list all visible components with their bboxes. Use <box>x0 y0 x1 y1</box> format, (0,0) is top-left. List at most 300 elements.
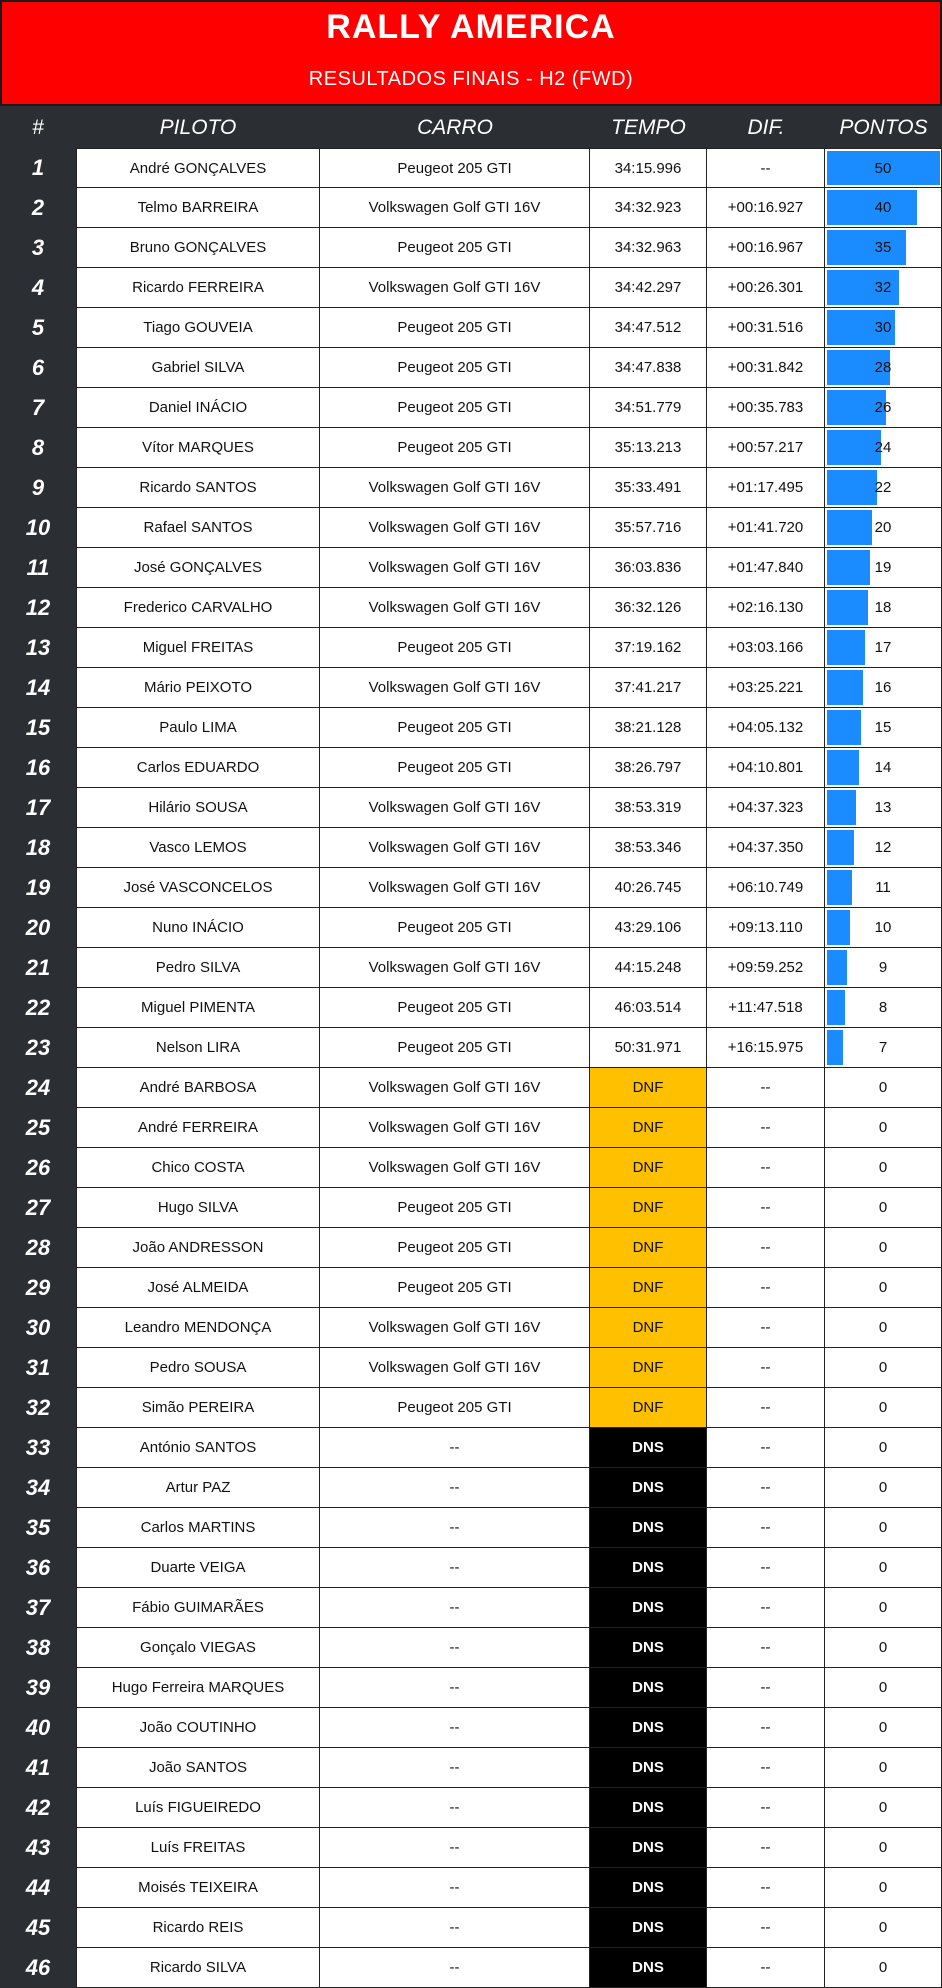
points-cell <box>825 1108 942 1148</box>
time-difference: +04:37.350 <box>707 828 825 868</box>
points-value: 13 <box>874 799 892 816</box>
points-value: 28 <box>874 359 892 376</box>
race-time: DNS <box>590 1788 707 1828</box>
points-value: 15 <box>874 719 892 736</box>
points-value: 0 <box>878 1759 888 1776</box>
car-name: Peugeot 205 GTI <box>320 348 590 388</box>
time-difference: +04:37.323 <box>707 788 825 828</box>
time-difference: -- <box>707 1668 825 1708</box>
time-difference: +00:31.516 <box>707 308 825 348</box>
table-row <box>0 1268 942 1308</box>
driver-name: José GONÇALVES <box>76 548 320 588</box>
driver-name: Ricardo FERREIRA <box>76 268 320 308</box>
title-banner <box>0 0 942 106</box>
race-time: 34:15.996 <box>590 148 707 188</box>
table-row <box>0 1828 942 1868</box>
race-time: 34:47.838 <box>590 348 707 388</box>
driver-name: Paulo LIMA <box>76 708 320 748</box>
position-number: 39 <box>25 1675 51 1700</box>
points-cell <box>825 668 942 708</box>
position-number: 23 <box>25 1035 51 1060</box>
points-cell <box>825 748 942 788</box>
position-number: 30 <box>25 1315 51 1340</box>
driver-name: Pedro SILVA <box>76 948 320 988</box>
race-time: 37:19.162 <box>590 628 707 668</box>
time-difference: -- <box>707 1548 825 1588</box>
race-time: DNF <box>590 1068 707 1108</box>
car-name: -- <box>320 1668 590 1708</box>
table-row <box>0 308 942 348</box>
race-time: 34:42.297 <box>590 268 707 308</box>
points-value: 0 <box>878 1799 888 1816</box>
points-value: 12 <box>874 839 892 856</box>
car-name: Volkswagen Golf GTI 16V <box>320 668 590 708</box>
position-number: 26 <box>25 1155 51 1180</box>
table-row <box>0 1908 942 1948</box>
driver-name: Daniel INÁCIO <box>76 388 320 428</box>
page-subtitle: RESULTADOS FINAIS - H2 (FWD) <box>308 68 634 90</box>
driver-name: Artur PAZ <box>76 1468 320 1508</box>
table-row <box>0 628 942 668</box>
car-name: Peugeot 205 GTI <box>320 1268 590 1308</box>
points-cell <box>825 388 942 428</box>
table-row <box>0 1388 942 1428</box>
race-time: DNS <box>590 1828 707 1868</box>
position-number: 15 <box>25 715 51 740</box>
points-value: 0 <box>878 1559 888 1576</box>
table-row <box>0 508 942 548</box>
position-number: 16 <box>25 755 51 780</box>
table-row <box>0 228 942 268</box>
table-row <box>0 428 942 468</box>
table-row <box>0 1108 942 1148</box>
race-time: 46:03.514 <box>590 988 707 1028</box>
position-number: 41 <box>25 1755 51 1780</box>
table-row <box>0 1068 942 1108</box>
time-difference: -- <box>707 1948 825 1988</box>
points-value: 0 <box>878 1319 888 1336</box>
race-time: 34:51.779 <box>590 388 707 428</box>
time-difference: -- <box>707 1228 825 1268</box>
table-row <box>0 468 942 508</box>
car-name: Peugeot 205 GTI <box>320 628 590 668</box>
driver-name: Tiago GOUVEIA <box>76 308 320 348</box>
position-number: 36 <box>25 1555 51 1580</box>
table-row <box>0 1428 942 1468</box>
points-value: 9 <box>878 959 888 976</box>
race-time: DNS <box>590 1748 707 1788</box>
table-row <box>0 268 942 308</box>
driver-name: Gabriel SILVA <box>76 348 320 388</box>
time-difference: -- <box>707 1108 825 1148</box>
driver-name: Hugo SILVA <box>76 1188 320 1228</box>
position-number: 21 <box>25 955 51 980</box>
table-row <box>0 1468 942 1508</box>
points-value: 0 <box>878 1159 888 1176</box>
points-cell <box>825 1548 942 1588</box>
points-cell <box>825 268 942 308</box>
header-diff: DIF. <box>747 116 785 139</box>
table-row <box>0 948 942 988</box>
points-cell <box>825 1508 942 1548</box>
driver-name: Carlos MARTINS <box>76 1508 320 1548</box>
position-number: 38 <box>25 1635 51 1660</box>
driver-name: Luís FIGUEIREDO <box>76 1788 320 1828</box>
table-row <box>0 1948 942 1988</box>
position-number: 12 <box>25 595 51 620</box>
points-cell <box>825 1188 942 1228</box>
position-number: 42 <box>25 1795 51 1820</box>
table-row <box>0 1788 942 1828</box>
points-cell <box>825 588 942 628</box>
time-difference: -- <box>707 1308 825 1348</box>
points-cell <box>825 988 942 1028</box>
points-value: 16 <box>874 679 892 696</box>
time-difference: +11:47.518 <box>707 988 825 1028</box>
position-number: 45 <box>25 1915 51 1940</box>
table-row <box>0 1188 942 1228</box>
driver-name: Ricardo REIS <box>76 1908 320 1948</box>
race-time: 36:32.126 <box>590 588 707 628</box>
time-difference: -- <box>707 1148 825 1188</box>
points-cell <box>825 868 942 908</box>
header-position: # <box>32 116 44 139</box>
time-difference: +00:31.842 <box>707 348 825 388</box>
time-difference: -- <box>707 1828 825 1868</box>
position-number: 3 <box>31 235 45 260</box>
time-difference: +03:03.166 <box>707 628 825 668</box>
driver-name: Rafael SANTOS <box>76 508 320 548</box>
points-cell <box>825 508 942 548</box>
points-value: 8 <box>878 999 888 1016</box>
time-difference: +04:10.801 <box>707 748 825 788</box>
car-name: Volkswagen Golf GTI 16V <box>320 948 590 988</box>
driver-name: André GONÇALVES <box>76 148 320 188</box>
points-cell <box>825 1428 942 1468</box>
points-cell <box>825 308 942 348</box>
points-value: 10 <box>874 919 892 936</box>
car-name: Peugeot 205 GTI <box>320 1228 590 1268</box>
race-time: 37:41.217 <box>590 668 707 708</box>
table-row <box>0 1148 942 1188</box>
points-cell <box>825 708 942 748</box>
points-value: 24 <box>874 439 892 456</box>
points-value: 32 <box>874 279 892 296</box>
driver-name: Miguel PIMENTA <box>76 988 320 1028</box>
position-number: 11 <box>26 555 50 580</box>
car-name: Volkswagen Golf GTI 16V <box>320 588 590 628</box>
race-time: 44:15.248 <box>590 948 707 988</box>
car-name: Volkswagen Golf GTI 16V <box>320 508 590 548</box>
race-time: 38:53.346 <box>590 828 707 868</box>
race-time: DNS <box>590 1908 707 1948</box>
race-time: DNF <box>590 1188 707 1228</box>
points-cell <box>825 1588 942 1628</box>
points-cell <box>825 548 942 588</box>
car-name: Peugeot 205 GTI <box>320 708 590 748</box>
race-time: 35:33.491 <box>590 468 707 508</box>
race-time: DNS <box>590 1628 707 1668</box>
points-cell <box>825 148 942 188</box>
time-difference: -- <box>707 1508 825 1548</box>
position-number: 9 <box>31 475 45 500</box>
car-name: -- <box>320 1588 590 1628</box>
position-number: 18 <box>25 835 51 860</box>
car-name: Volkswagen Golf GTI 16V <box>320 548 590 588</box>
car-name: Volkswagen Golf GTI 16V <box>320 828 590 868</box>
table-row <box>0 988 942 1028</box>
driver-name: Hugo Ferreira MARQUES <box>76 1668 320 1708</box>
table-row <box>0 868 942 908</box>
header-time: TEMPO <box>611 116 686 139</box>
time-difference: +09:13.110 <box>707 908 825 948</box>
points-value: 30 <box>874 319 892 336</box>
race-time: 34:32.963 <box>590 228 707 268</box>
car-name: Peugeot 205 GTI <box>320 388 590 428</box>
points-value: 18 <box>874 599 892 616</box>
driver-name: Duarte VEIGA <box>76 1548 320 1588</box>
race-time: 40:26.745 <box>590 868 707 908</box>
points-cell <box>825 1908 942 1948</box>
position-number: 4 <box>31 275 45 300</box>
car-name: Volkswagen Golf GTI 16V <box>320 788 590 828</box>
position-number: 8 <box>31 435 45 460</box>
time-difference: +00:26.301 <box>707 268 825 308</box>
points-cell <box>825 948 942 988</box>
points-cell <box>825 1348 942 1388</box>
position-number: 17 <box>25 795 51 820</box>
car-name: -- <box>320 1908 590 1948</box>
points-value: 26 <box>874 399 892 416</box>
time-difference: +00:57.217 <box>707 428 825 468</box>
position-number: 44 <box>25 1875 51 1900</box>
points-value: 0 <box>878 1279 888 1296</box>
car-name: -- <box>320 1708 590 1748</box>
time-difference: +06:10.749 <box>707 868 825 908</box>
points-cell <box>825 1828 942 1868</box>
points-value: 0 <box>878 1679 888 1696</box>
driver-name: Mário PEIXOTO <box>76 668 320 708</box>
time-difference: -- <box>707 1468 825 1508</box>
header-points: PONTOS <box>839 116 928 139</box>
points-value: 35 <box>874 239 892 256</box>
car-name: Peugeot 205 GTI <box>320 908 590 948</box>
position-number: 29 <box>25 1275 51 1300</box>
driver-name: Nelson LIRA <box>76 1028 320 1068</box>
time-difference: -- <box>707 1428 825 1468</box>
points-cell <box>825 1308 942 1348</box>
driver-name: António SANTOS <box>76 1428 320 1468</box>
points-value: 0 <box>878 1519 888 1536</box>
points-value: 0 <box>878 1079 888 1096</box>
position-number: 34 <box>25 1475 51 1500</box>
table-row <box>0 188 942 228</box>
car-name: Peugeot 205 GTI <box>320 1028 590 1068</box>
position-number: 31 <box>25 1355 51 1380</box>
car-name: -- <box>320 1748 590 1788</box>
time-difference: +02:16.130 <box>707 588 825 628</box>
results-table <box>0 148 942 1988</box>
time-difference: +09:59.252 <box>707 948 825 988</box>
driver-name: José ALMEIDA <box>76 1268 320 1308</box>
points-value: 0 <box>878 1599 888 1616</box>
time-difference: +04:05.132 <box>707 708 825 748</box>
position-number: 20 <box>25 915 51 940</box>
position-number: 43 <box>25 1835 51 1860</box>
race-time: DNS <box>590 1588 707 1628</box>
driver-name: Nuno INÁCIO <box>76 908 320 948</box>
time-difference: +03:25.221 <box>707 668 825 708</box>
position-number: 27 <box>25 1195 51 1220</box>
table-row <box>0 388 942 428</box>
position-number: 35 <box>25 1515 51 1540</box>
car-name: Volkswagen Golf GTI 16V <box>320 1308 590 1348</box>
driver-name: Miguel FREITAS <box>76 628 320 668</box>
time-difference: +01:17.495 <box>707 468 825 508</box>
car-name: -- <box>320 1508 590 1548</box>
points-cell <box>825 908 942 948</box>
table-row <box>0 1548 942 1588</box>
race-time: 34:32.923 <box>590 188 707 228</box>
table-row <box>0 1588 942 1628</box>
race-time: DNF <box>590 1228 707 1268</box>
car-name: Volkswagen Golf GTI 16V <box>320 188 590 228</box>
car-name: Volkswagen Golf GTI 16V <box>320 1108 590 1148</box>
race-time: DNS <box>590 1668 707 1708</box>
driver-name: Luís FREITAS <box>76 1828 320 1868</box>
points-cell <box>825 1268 942 1308</box>
time-difference: +01:47.840 <box>707 548 825 588</box>
race-time: 35:57.716 <box>590 508 707 548</box>
car-name: Peugeot 205 GTI <box>320 988 590 1028</box>
table-row <box>0 788 942 828</box>
time-difference: -- <box>707 1788 825 1828</box>
time-difference: -- <box>707 1348 825 1388</box>
table-row <box>0 1348 942 1388</box>
position-number: 10 <box>25 515 51 540</box>
header-car: CARRO <box>417 116 493 139</box>
points-value: 19 <box>874 559 892 576</box>
driver-name: Simão PEREIRA <box>76 1388 320 1428</box>
driver-name: André BARBOSA <box>76 1068 320 1108</box>
table-row <box>0 548 942 588</box>
car-name: Volkswagen Golf GTI 16V <box>320 1348 590 1388</box>
car-name: -- <box>320 1868 590 1908</box>
time-difference: +00:35.783 <box>707 388 825 428</box>
position-number: 32 <box>25 1395 51 1420</box>
points-cell <box>825 1748 942 1788</box>
time-difference: -- <box>707 1388 825 1428</box>
points-cell <box>825 1068 942 1108</box>
time-difference: -- <box>707 1588 825 1628</box>
points-cell <box>825 348 942 388</box>
car-name: Peugeot 205 GTI <box>320 1388 590 1428</box>
position-number: 37 <box>25 1595 51 1620</box>
driver-name: Gonçalo VIEGAS <box>76 1628 320 1668</box>
points-cell <box>825 1388 942 1428</box>
driver-name: Ricardo SILVA <box>76 1948 320 1988</box>
race-time: DNF <box>590 1108 707 1148</box>
car-name: Volkswagen Golf GTI 16V <box>320 268 590 308</box>
table-row <box>0 588 942 628</box>
car-name: Peugeot 205 GTI <box>320 428 590 468</box>
driver-name: Frederico CARVALHO <box>76 588 320 628</box>
table-row <box>0 1228 942 1268</box>
table-row <box>0 668 942 708</box>
driver-name: Carlos EDUARDO <box>76 748 320 788</box>
position-number: 25 <box>25 1115 51 1140</box>
table-row <box>0 1748 942 1788</box>
time-difference: -- <box>707 148 825 188</box>
car-name: -- <box>320 1948 590 1988</box>
points-cell <box>825 1628 942 1668</box>
race-time: 38:53.319 <box>590 788 707 828</box>
car-name: -- <box>320 1428 590 1468</box>
position-number: 24 <box>25 1075 51 1100</box>
time-difference: -- <box>707 1068 825 1108</box>
points-cell <box>825 1228 942 1268</box>
table-row <box>0 1508 942 1548</box>
car-name: -- <box>320 1548 590 1588</box>
time-difference: -- <box>707 1268 825 1308</box>
race-time: DNF <box>590 1388 707 1428</box>
driver-name: Bruno GONÇALVES <box>76 228 320 268</box>
time-difference: -- <box>707 1748 825 1788</box>
position-number: 13 <box>25 635 51 660</box>
points-value: 0 <box>878 1959 888 1976</box>
race-time: 38:26.797 <box>590 748 707 788</box>
race-time: DNF <box>590 1308 707 1348</box>
time-difference: -- <box>707 1628 825 1668</box>
driver-name: Ricardo SANTOS <box>76 468 320 508</box>
race-time: 34:47.512 <box>590 308 707 348</box>
table-row <box>0 1668 942 1708</box>
driver-name: Vítor MARQUES <box>76 428 320 468</box>
race-time: 38:21.128 <box>590 708 707 748</box>
points-value: 0 <box>878 1719 888 1736</box>
points-value: 0 <box>878 1639 888 1656</box>
points-cell <box>825 828 942 868</box>
table-row <box>0 1028 942 1068</box>
table-row <box>0 908 942 948</box>
time-difference: -- <box>707 1868 825 1908</box>
points-value: 14 <box>874 759 892 776</box>
race-time: DNS <box>590 1508 707 1548</box>
points-value: 0 <box>878 1399 888 1416</box>
race-time: 50:31.971 <box>590 1028 707 1068</box>
points-value: 0 <box>878 1839 888 1856</box>
points-cell <box>825 788 942 828</box>
car-name: Peugeot 205 GTI <box>320 148 590 188</box>
driver-name: Moisés TEIXEIRA <box>76 1868 320 1908</box>
points-value: 11 <box>875 879 891 896</box>
points-cell <box>825 1148 942 1188</box>
points-cell <box>825 628 942 668</box>
driver-name: Leandro MENDONÇA <box>76 1308 320 1348</box>
page-title: RALLY AMERICA <box>326 8 616 46</box>
table-row <box>0 1708 942 1748</box>
driver-name: João COUTINHO <box>76 1708 320 1748</box>
table-row <box>0 748 942 788</box>
points-cell <box>825 428 942 468</box>
car-name: Peugeot 205 GTI <box>320 748 590 788</box>
car-name: Volkswagen Golf GTI 16V <box>320 868 590 908</box>
race-time: DNS <box>590 1948 707 1988</box>
position-number: 1 <box>31 155 45 180</box>
points-value: 0 <box>878 1919 888 1936</box>
car-name: Volkswagen Golf GTI 16V <box>320 468 590 508</box>
points-value: 0 <box>878 1199 888 1216</box>
